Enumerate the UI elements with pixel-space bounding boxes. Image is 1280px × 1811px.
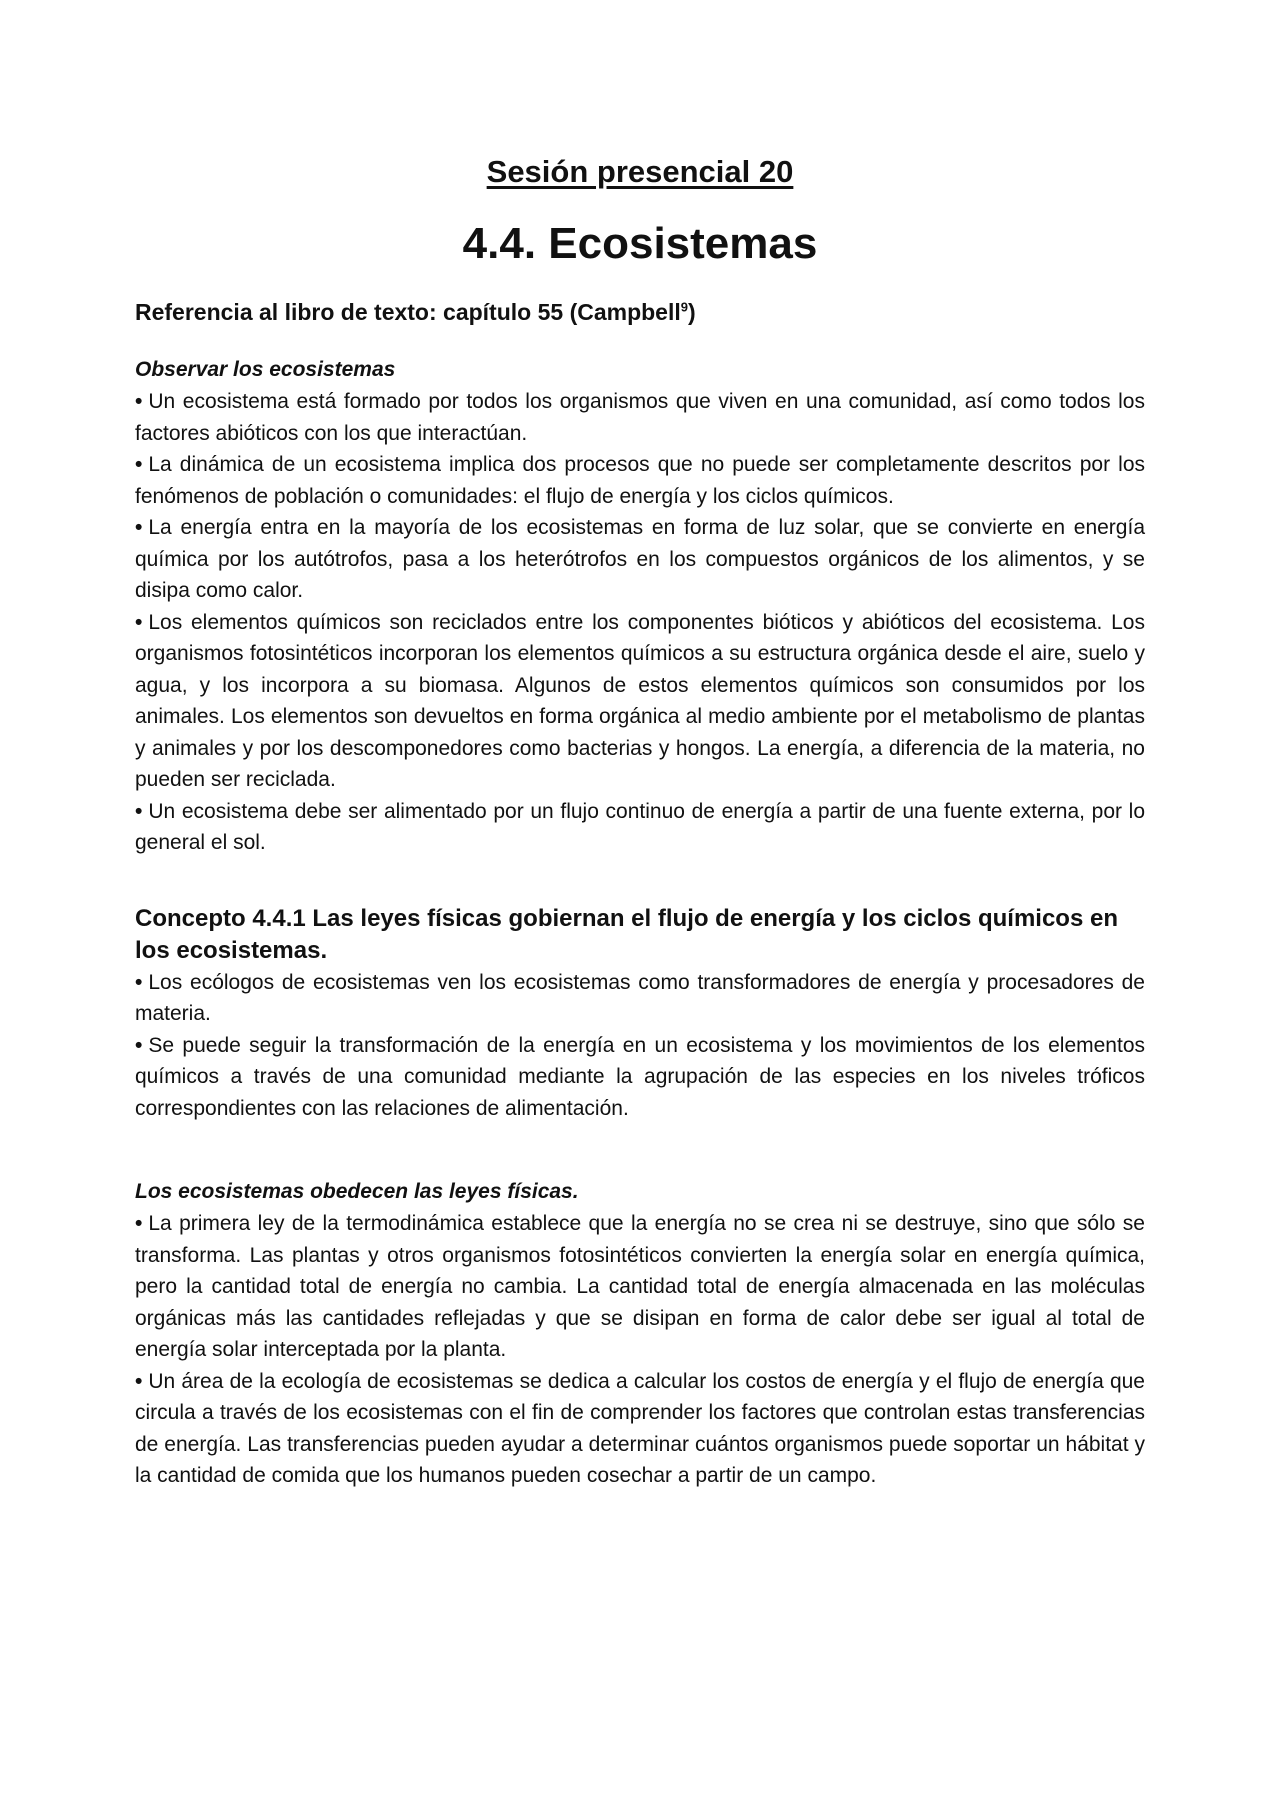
list-item [135,1030,1145,1125]
list-item [135,512,1145,607]
bullet-text: La dinámica de un ecosistema implica dos procesos que no puede ser completamente descritos por los fenómenos de población o comunidades: el flujo de energía y los ciclos químicos. [135,453,1145,508]
bullet-text: La primera ley de la termodinámica establece que la energía no se crea ni se destruye, sino que sólo se transforma. Las plantas y otros organismos fotosintéticos convierten la energía solar en energía química, pero la cantidad total de energía no cambia. La cantidad total de energía almacenada en las moléculas orgánicas más las cantidades reflejadas y que se disipan en forma de calor debe ser igual al total de energía solar interceptada por la planta. [135,1212,1145,1361]
list-item [135,1366,1145,1492]
bullet-text: Se puede seguir la transformación de la energía en un ecosistema y los movimientos de los elementos químicos a través de una comunidad mediante la agrupación de las especies en los niveles tróficos correspondientes con las relaciones de alimentación. [135,1033,1145,1120]
bullet-text: Un ecosistema está formado por todos los organismos que viven en una comunidad, así como todos los factores abióticos con los que interactúan. [135,390,1145,445]
bullet-icon: • [135,799,143,823]
section-observar [135,354,1145,859]
bullet-icon: • [135,970,143,994]
section-concepto [135,903,1145,1125]
footnote-marker: 9 [680,299,688,315]
list-item [135,1208,1145,1366]
textbook-reference [135,296,1145,328]
spacer [135,859,1145,903]
session-title: Sesión presencial 20 [486,154,794,189]
page-content [135,150,1145,1492]
bullet-icon: • [135,1369,143,1393]
section-heading: Concepto 4.4.1 Las leyes físicas gobiernan el flujo de energía y los ciclos químicos en los ecosistemas. [135,904,1118,964]
bullet-text: La energía entra en la mayoría de los ecosistemas en forma de luz solar, que se convierte en energía química por los autótrofos, pasa a los heterótrofos en los compuestos orgánicos de los alimentos, y se disipa como calor. [135,516,1145,602]
bullet-icon: • [135,390,143,413]
list-item [135,967,1145,1030]
main-title: 4.4. Ecosistemas [462,219,818,268]
bullet-text: Un área de la ecología de ecosistemas se dedica a calcular los costos de energía y el flujo de energía que circula a través de los ecosistemas con el fin de comprender los factores que controlan estas transferencias de energía. Las transferencias pueden ayudar a determinar cuántos organismos puede soportar un hábitat y la cantidad de comida que los humanos pueden cosechar a partir de un campo. [135,1369,1145,1487]
bullet-icon: • [135,610,143,634]
list-item [135,607,1145,796]
reference-close: ) [687,299,696,325]
section-heading: Los ecosistemas obedecen las leyes físicas. [135,1180,579,1203]
bullet-icon: • [135,1033,143,1057]
reference-text: Referencia al libro de texto: capítulo 55 (Campbell [135,299,681,325]
list-item [135,386,1145,449]
bullet-text: Un ecosistema debe ser alimentado por un flujo continuo de energía a partir de una fuente externa, por lo general el sol. [135,799,1145,854]
bullet-icon: • [135,516,143,539]
bullet-icon: • [135,453,143,476]
list-item [135,796,1145,859]
bullet-text: Los elementos químicos son reciclados entre los componentes bióticos y abióticos del ecosistema. Los organismos fotosintéticos incorporan los elementos químicos a su estructura orgánica desde el aire, suelo y agua, y los incorpora a su biomasa. Algunos de estos elementos químicos son consumidos por los animales. Los elementos son devueltos en forma orgánica al medio ambiente por el metabolismo de plantas y animales y por los descomponedores como bacterias y hongos. La energía, a diferencia de la materia, no pueden ser reciclada. [135,610,1145,791]
section-heading: Observar los ecosistemas [135,358,396,381]
section-leyes [135,1176,1145,1492]
bullet-icon: • [135,1212,143,1235]
spacer [135,1124,1145,1176]
bullet-text: Los ecólogos de ecosistemas ven los ecosistemas como transformadores de energía y procesadores de materia. [135,970,1145,1025]
list-item [135,449,1145,512]
